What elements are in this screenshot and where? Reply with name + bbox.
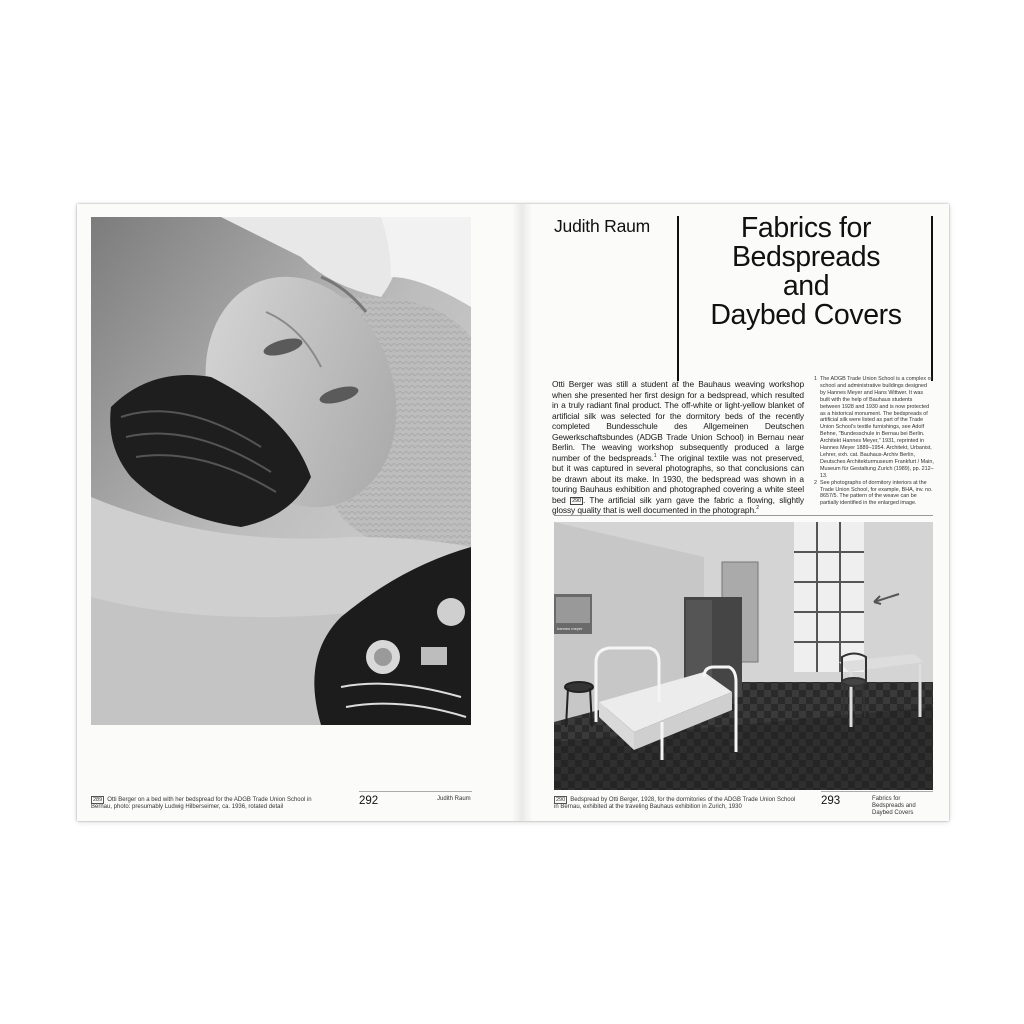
footnote	[814, 480, 934, 508]
left-caption	[91, 796, 321, 812]
footnote-text: The ADGB Trade Union School is a complex of school and administrative buildings designed by Hannes Meyer and Hans Wittwer. It was built with the help of Bauhaus students between 1928 and 1930 and is now protected as a historical monument. The bedspreads of artificial silk were listed as part of the Trade Union School's textile furnishings, see Adolf Behne, "Bundesschule in Bernau bei Berlin. Architekt Hannes Meyer," 1931, reprinted in Hannes Meyer 1889–1954. Architekt, Urbanist, Lehrer, exh. cat. Bauhaus-Archiv Berlin, Deutsches Architekturmuseum Frankfurt / Main, Museum für Gestaltung Zurich (1989), pp. 212–13.	[820, 376, 934, 479]
right-caption	[554, 796, 799, 812]
author-name: Judith Raum	[554, 216, 651, 236]
running-head: Fabrics for Bedspreads and Daybed Covers	[872, 796, 916, 817]
figure-number: 290	[556, 797, 566, 803]
page-number: 292	[359, 795, 379, 807]
caption-text: Bedspread by Otti Berger, 1928, for the dormitories of the ADGB Trade Union School in Bernau, exhibited at the traveling Bauhaus exhibition in Zurich, 1930	[554, 797, 796, 811]
title-line: Daybed Covers	[710, 299, 902, 331]
caption-text: Otti Berger on a bed with her bedspread for the ADGB Trade Union School in Bernau, photo: presumably Ludwig Hilberseimer, ca. 1936, rotated detail	[91, 797, 312, 811]
running-head: Judith Raum	[437, 796, 471, 802]
footnote-number: 1	[814, 376, 817, 382]
footnote-number: 2	[814, 479, 817, 486]
section-rule	[554, 515, 933, 516]
title-rule-right	[931, 216, 933, 381]
footnotes	[814, 376, 934, 507]
footnote	[814, 376, 934, 480]
dormitory-photo	[554, 522, 933, 790]
figure-reference[interactable]: 290	[572, 497, 581, 504]
poster-text: hannes meyer	[557, 626, 583, 631]
page-number: 293	[821, 795, 841, 807]
footer-rule	[359, 791, 472, 792]
book-spread	[77, 204, 949, 821]
footnote-ref[interactable]: 2	[756, 505, 759, 512]
book-gutter	[512, 204, 532, 821]
title-rule-left	[677, 216, 679, 381]
footnote-ref[interactable]: 1	[653, 452, 657, 459]
footer-rule	[821, 791, 933, 792]
figure-number: 289	[93, 797, 103, 803]
title-line: and	[782, 270, 830, 302]
title-line: Bedspreads	[731, 241, 881, 273]
portrait-photo	[91, 217, 471, 725]
article-title	[681, 214, 931, 330]
footnote-text: See photographs of dormitory interiors at the Trade Union School, for example, BHA, inv. no. 8657/5. The pattern of the weave can be partially identified in the enlarged image.	[820, 479, 933, 507]
body-paragraph: Otti Berger was still a student at the Bauhaus weaving workshop when she presented her first design for a bedspread, which resulted in a truly radiant final product. The off-white or light-yellow blanket of artificial silk was selected for the dormitory beds of the recently completed Bundesschule des Allgemeinen Deutschen Gewerkschaftsbundes (ADGB Trade Union School) in Bernau near Berlin. The weaving workshop subsequently produced a large number of the bedspreads.$^1$ The original textile was not preserved, but it was captured in several photographs, so that conclusions can be drawn about its make. In 1930, the bedspread was shown in a touring Bauhaus exhibition and photographed covering a white steel bed 290 . The artificial silk yarn gave the fabric a flowing, slightly glossy quality that is well documented in the photograph.$^2$	[552, 379, 805, 515]
title-line: Fabrics for	[740, 212, 872, 244]
